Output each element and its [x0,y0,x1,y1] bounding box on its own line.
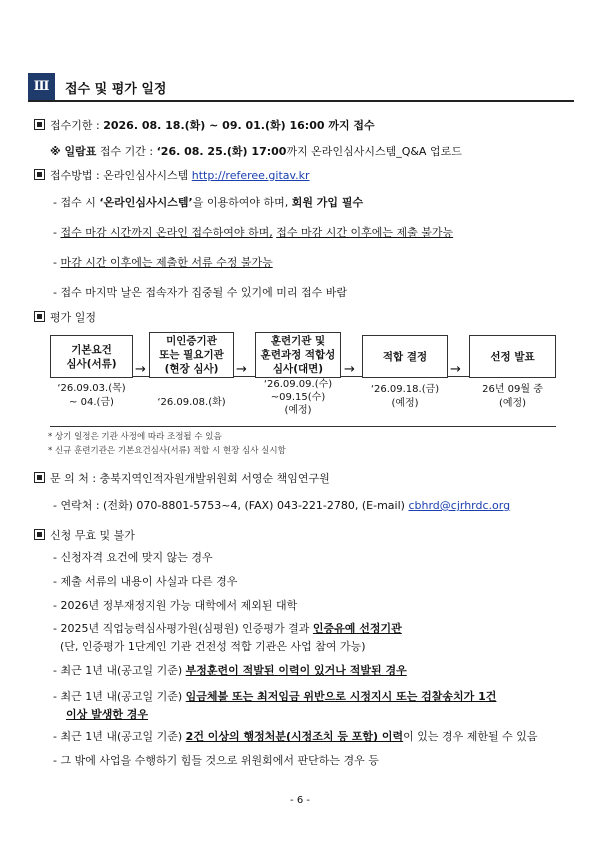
ineligible-text: - 2025년 직업능력심사평가원(심평원) 인증평가 결과 [53,622,313,635]
method-row [34,167,310,183]
flow-step-1-date [50,382,133,410]
flow-arrow-icon: → [450,362,461,377]
ineligible-item: - 제출 서류의 내용이 사실과 다른 경우 [53,575,238,588]
step-title: 적합 결정 [382,350,428,363]
ineligible-text: - 최근 1년 내(공고일 기준) [53,730,186,743]
method-label: 접수방법 : 온라인심사시스템 [50,169,192,182]
flow-step-5-date [469,383,556,411]
bullet-square-icon [34,311,45,322]
step-title: 훈련기관 및 [270,335,326,347]
bullet-square-icon [34,119,45,130]
ineligible-item: - 그 밖에 사업을 수행하기 힘들 것으로 위원회에서 판단하는 경우 등 [53,754,379,767]
deadline-label: 접수기한 : [50,119,104,132]
bullet-square-icon [34,169,45,180]
section-title: 접수 및 평가 일정 [65,82,167,97]
contact-row [34,470,330,486]
ineligible-emph: 임금체불 또는 최저임금 위반으로 시정지시 또는 검찰송치가 1건 [185,690,497,703]
schedule-note-row [50,143,462,159]
flow-arrow-icon: → [236,362,247,377]
step-date: (예정) [284,405,312,416]
flow-step-4-date [362,383,448,411]
schedule-note-value: ‘26. 08. 25.(화) 17:00 [156,145,287,158]
contact-label: 문 의 처 : 충북지역인적자원개발위원회 서영순 책임연구원 [50,472,330,485]
eval-label: 평가 일정 [50,311,97,324]
flow-arrow-icon: → [135,362,146,377]
flow-step-4 [362,335,448,378]
ineligible-item: 이상 발생한 경우 [66,708,149,721]
method-item-underline: 접수 마감 시간까지 온라인 접수하여야 하며, [60,226,273,239]
method-item-underline: 접수 마감 시간 이후에는 제출 불가능 [276,226,454,239]
eval-row [34,309,96,325]
step-title: 기본요건 [71,343,112,356]
flow-arrow-icon: → [344,362,355,377]
step-date: ‘26.09.08.(화) [157,397,226,408]
eval-note-1: * 상기 일정은 기관 사정에 따라 조정될 수 있음 [48,432,222,442]
eval-note-2: * 신규 훈련기관은 기본요건심사(서류) 적합 시 현장 심사 실시함 [48,446,286,456]
method-item-underline: 마감 시간 이후에는 제출한 서류 수정 불가능 [60,256,273,269]
section-header [28,73,574,102]
ineligible-item: (단, 인증평가 1단계인 기관 건전성 적합 기관은 사업 참여 가능) [60,640,366,653]
ineligible-item [53,728,538,744]
ineligible-row [34,527,135,543]
method-item-4: - 접수 마지막 날은 접속자가 집중될 수 있기에 미리 접수 바람 [53,286,347,299]
ineligible-emph: 인증유예 선정기관 [312,622,402,635]
ineligible-item [53,662,407,678]
ineligible-item [53,620,402,636]
contact-text: - 연락처 : (전화) 070-8801-5753~4, (FAX) 043-221-2780, (E-mail) [53,499,409,512]
deadline-row [34,117,375,133]
ineligible-emph: 부정훈련이 적발된 이력이 있거나 적발된 경우 [185,664,407,677]
flow-step-3-date [255,378,341,417]
flow-step-3 [255,332,341,378]
schedule-note-label: 접수 기간 : [96,145,157,158]
method-item-3 [53,254,273,270]
step-title: 심사(서류) [66,357,117,370]
step-date: ~ 04.(금) [69,397,114,408]
step-title: 훈련과정 적합성 [260,349,336,361]
flow-step-2 [149,332,234,378]
step-date: (예정) [391,398,419,409]
method-item-text: - [53,256,61,269]
bullet-square-icon [34,472,45,483]
method-item-emph: ‘온라인심사시스템’ [99,196,193,209]
step-title: 선정 발표 [490,350,535,363]
method-item-emph: 회원 가입 필수 [291,196,364,209]
method-item-2 [53,224,453,240]
step-date: ‘26.09.18.(금) [370,384,440,395]
method-item-text: 을 이용하여야 하며, [192,196,292,209]
flow-step-5 [469,335,556,378]
step-title: 또는 필요기관 [159,349,224,361]
ineligible-item [53,688,496,704]
section-number: Ⅲ [28,73,55,100]
bullet-square-icon [34,529,45,540]
step-title: 미인증기관 [166,335,217,347]
step-date: ‘26.09.09.(수) [263,379,333,390]
step-title: 심사(대면) [272,363,324,375]
flow-step-1 [50,335,133,378]
schedule-note-mark: ※ 일람표 [50,145,97,158]
contact-line [53,497,510,513]
schedule-note-tail: 까지 온라인심사시스템_Q&A 업로드 [286,145,462,158]
step-date: 26년 09월 중 [482,384,543,395]
method-item-text: - 접수 시 [53,196,100,209]
ineligible-label: 신청 무효 및 불가 [50,529,135,542]
ineligible-text: - 최근 1년 내(공고일 기준) [53,664,186,677]
contact-email-link[interactable]: cbhrd@cjrhrdc.org [408,499,511,512]
method-item-1 [53,194,363,210]
step-date: ‘26.09.03.(목) [57,383,126,394]
deadline-value: 2026. 08. 18.(화) ~ 09. 01.(화) 16:00 까지 접수 [103,119,375,132]
step-date: (예정) [498,398,527,409]
ineligible-item: - 2026년 정부재정지원 가능 대학에서 제외된 대학 [53,599,298,612]
method-item-text: - [53,226,61,239]
method-url-link[interactable]: http://referee.gitav.kr [191,169,310,182]
ineligible-text: 이 있는 경우 제한될 수 있음 [403,730,538,743]
page-number: - 6 - [290,795,310,806]
ineligible-item: - 신청자격 요건에 맞지 않는 경우 [53,551,213,564]
step-date: ~09.15(수) [270,392,326,403]
step-title: (현장 심사) [164,363,219,375]
ineligible-text: - 최근 1년 내(공고일 기준) [53,690,186,703]
flow-step-2-date [149,393,234,408]
ineligible-emph: 2건 이상의 행정처분(시정조치 등 포함) 이력 [185,730,404,743]
